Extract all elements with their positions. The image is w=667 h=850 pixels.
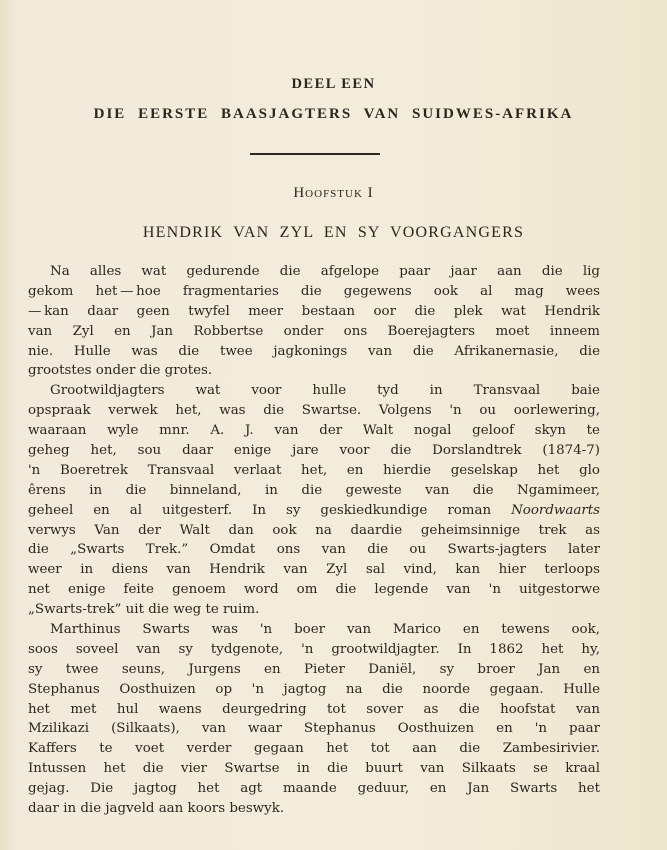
text-line: gejag. Die jagtog het agt maande geduur, en Jan Swarts het — [28, 781, 600, 797]
text-line: geheg het, sou daar enige jare voor die Dorslandtrek (1874-7) — [28, 443, 600, 459]
text-line: 'n Boeretrek Transvaal verlaat het, en hierdie geselskap het glo — [28, 462, 600, 478]
text-line-part: geheel en al uitgesterf. In sy geskiedkundige roman — [28, 502, 492, 518]
text-line: die „Swarts Trek.” Omdat ons van die ou Swarts-jagters later — [28, 542, 600, 558]
text-line: Kaffers te voet verder gegaan het tot aan die Zambesirivier. — [28, 741, 600, 757]
text-line: êrens in die binneland, in die geweste van die Ngamimeer, — [28, 482, 600, 498]
text-line: daar in die jagveld aan koors beswyk. — [28, 801, 285, 817]
text-line: Marthinus Swarts was 'n boer van Marico en tewens ook, — [50, 622, 600, 638]
section-divider — [250, 153, 380, 155]
text-line: van Zyl en Jan Robbertse onder ons Boerejagters moet inneem — [28, 323, 600, 339]
book-title: Noordwaarts — [511, 502, 600, 518]
part-label: DEEL EEN — [291, 76, 376, 92]
text-line: Stephanus Oosthuizen op 'n jagtog na die noorde gegaan. Hulle — [28, 681, 600, 697]
chapter-label: Hoofstuk I — [293, 185, 374, 201]
text-line: Grootwildjagters wat voor hulle tyd in Transvaal baie — [50, 383, 600, 399]
text-line: — kan daar geen twyfel meer bestaan oor die plek wat Hendrik — [28, 303, 600, 319]
part-title: DIE EERSTE BAASJAGTERS VAN SUIDWES-AFRIKA — [93, 106, 574, 122]
text-line: „Swarts-trek” uit die weg te ruim. — [28, 602, 260, 618]
text-line: grootstes onder die grotes. — [28, 363, 213, 379]
text-line: waaraan wyle mnr. A. J. van der Walt nogal geloof skyn te — [28, 423, 600, 439]
text-line: soos soveel van sy tydgenote, 'n grootwildjagter. In 1862 het hy, — [28, 641, 600, 657]
body-text — [28, 262, 600, 819]
text-line — [28, 501, 600, 521]
text-line: het met hul waens deurgedring tot sover as die hoofstat van — [28, 701, 600, 717]
text-line: nie. Hulle was die twee jagkonings van die Afrikanernasie, die — [28, 343, 600, 359]
text-line: weer in diens van Hendrik van Zyl sal vind, kan hier terloops — [28, 562, 600, 578]
chapter-title: HENDRIK VAN ZYL EN SY VOORGANGERS — [142, 224, 525, 241]
text-line: opspraak verwek het, was die Swartse. Volgens 'n ou oorlewering, — [28, 403, 600, 419]
text-line: Intussen het die vier Swartse in die buurt van Silkaats se kraal — [28, 761, 600, 777]
text-line: gekom het — hoe fragmentaries die gegewens ook al mag wees — [28, 283, 600, 299]
text-line: verwys Van der Walt dan ook na daardie geheimsinnige trek as — [28, 522, 600, 538]
text-line: Na alles wat gedurende die afgelope paar jaar aan die lig — [50, 264, 600, 279]
text-line: Mzilikazi (Silkaats), van waar Stephanus Oosthuizen en 'n paar — [28, 721, 600, 737]
text-line: net enige feite genoem word om die legende van 'n uitgestorwe — [28, 582, 600, 598]
text-line: sy twee seuns, Jurgens en Pieter Daniël, sy broer Jan en — [28, 661, 600, 677]
